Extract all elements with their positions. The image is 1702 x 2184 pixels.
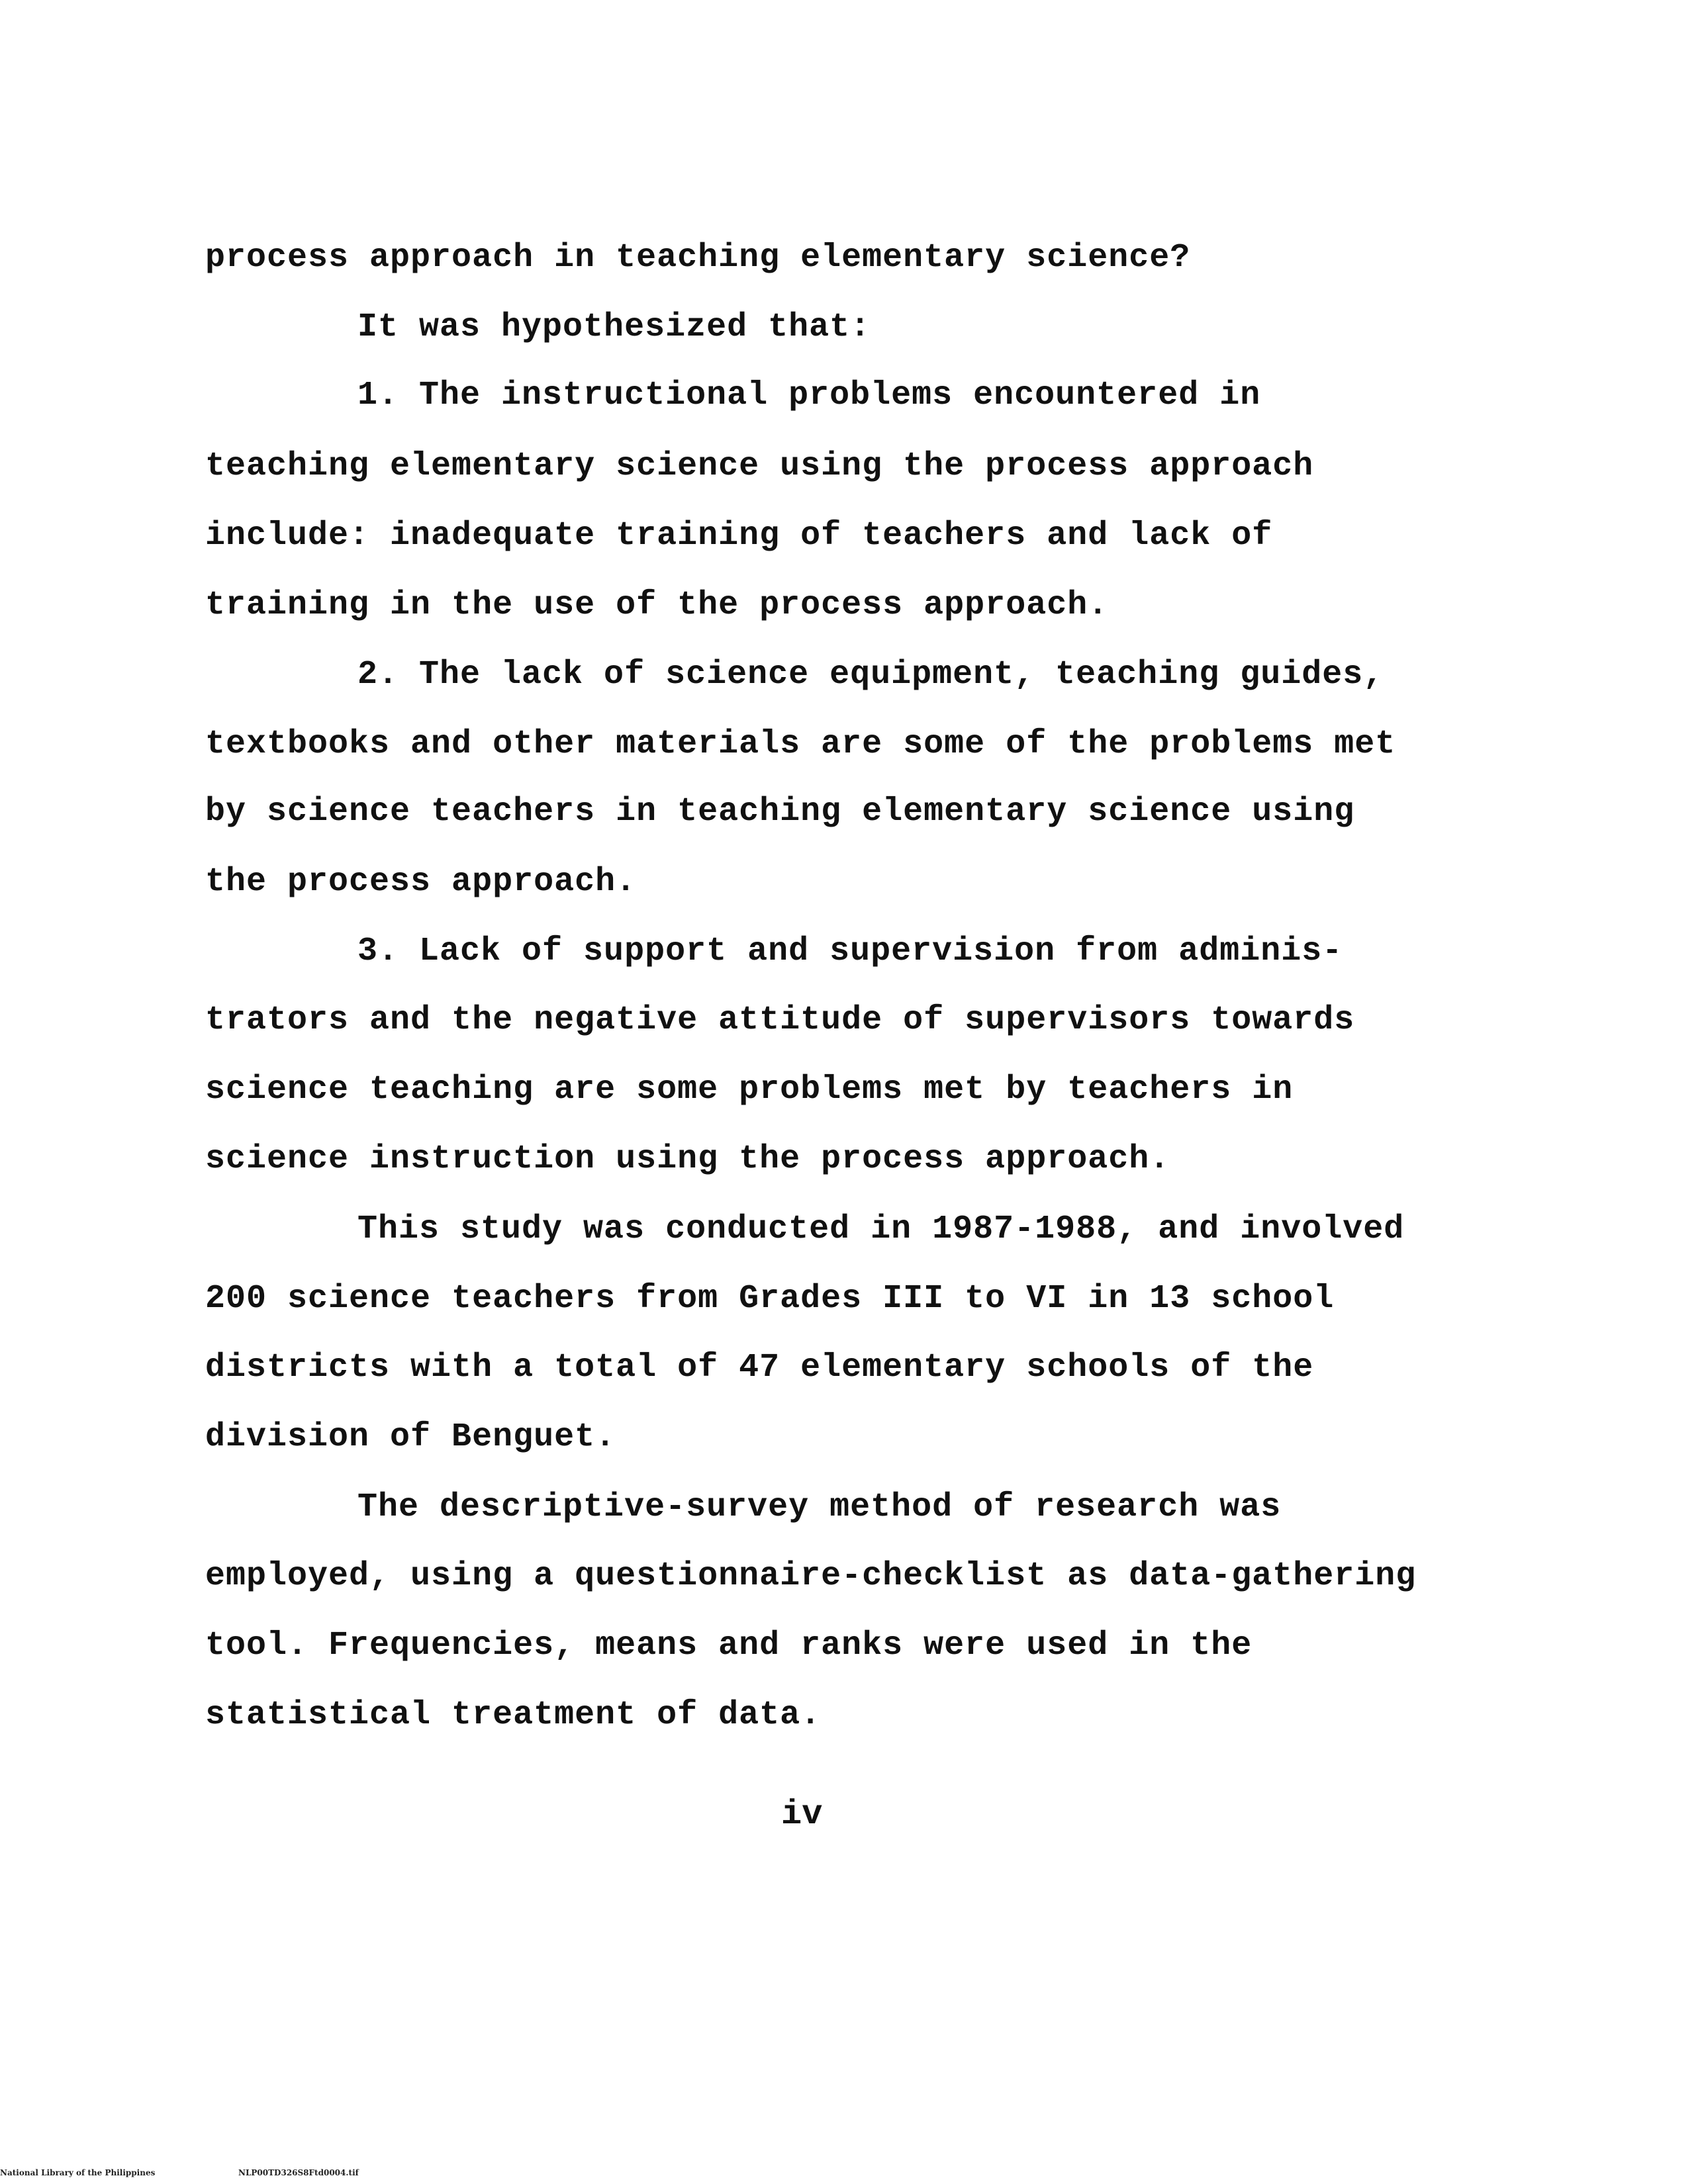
text-line: trators and the negative attitude of supervisors towards (205, 1001, 1355, 1039)
text-line: 1. The instructional problems encountered in (357, 377, 1261, 414)
text-line: This study was conducted in 1987-1988, and involved (357, 1210, 1405, 1248)
text-line: textbooks and other materials are some of the problems met (205, 725, 1396, 763)
text-line: division of Benguet. (205, 1418, 616, 1456)
page-number: iv (781, 1795, 823, 1834)
text-line: the process approach. (205, 863, 637, 901)
text-line: 3. Lack of support and supervision from adminis- (357, 933, 1343, 970)
text-line: tool. Frequencies, means and ranks were used in the (205, 1627, 1253, 1664)
footer-filename: NLP00TD326S8Ftd0004.tif (238, 2168, 359, 2177)
text-line: include: inadequate training of teachers and lack of (205, 517, 1273, 555)
text-line: science instruction using the process approach. (205, 1140, 1170, 1178)
text-line: training in the use of the process approach. (205, 586, 1109, 624)
text-line: 2. The lack of science equipment, teaching guides, (357, 656, 1384, 694)
text-line: science teaching are some problems met by teachers in (205, 1071, 1294, 1109)
text-line: teaching elementary science using the process approach (205, 447, 1314, 485)
text-line: districts with a total of 47 elementary schools of the (205, 1349, 1314, 1387)
text-line: It was hypothesized that: (357, 308, 871, 346)
text-line: The descriptive-survey method of research was (357, 1488, 1282, 1526)
footer-library: National Library of the Philippines (0, 2168, 156, 2177)
text-line: by science teachers in teaching elementary science using (205, 793, 1355, 831)
text-line: 200 science teachers from Grades III to VI in 13 school (205, 1280, 1335, 1318)
text-line: statistical treatment of data. (205, 1696, 822, 1734)
text-line: employed, using a questionnaire-checklist as data-gathering (205, 1557, 1417, 1595)
text-line: process approach in teaching elementary science? (205, 239, 1191, 277)
